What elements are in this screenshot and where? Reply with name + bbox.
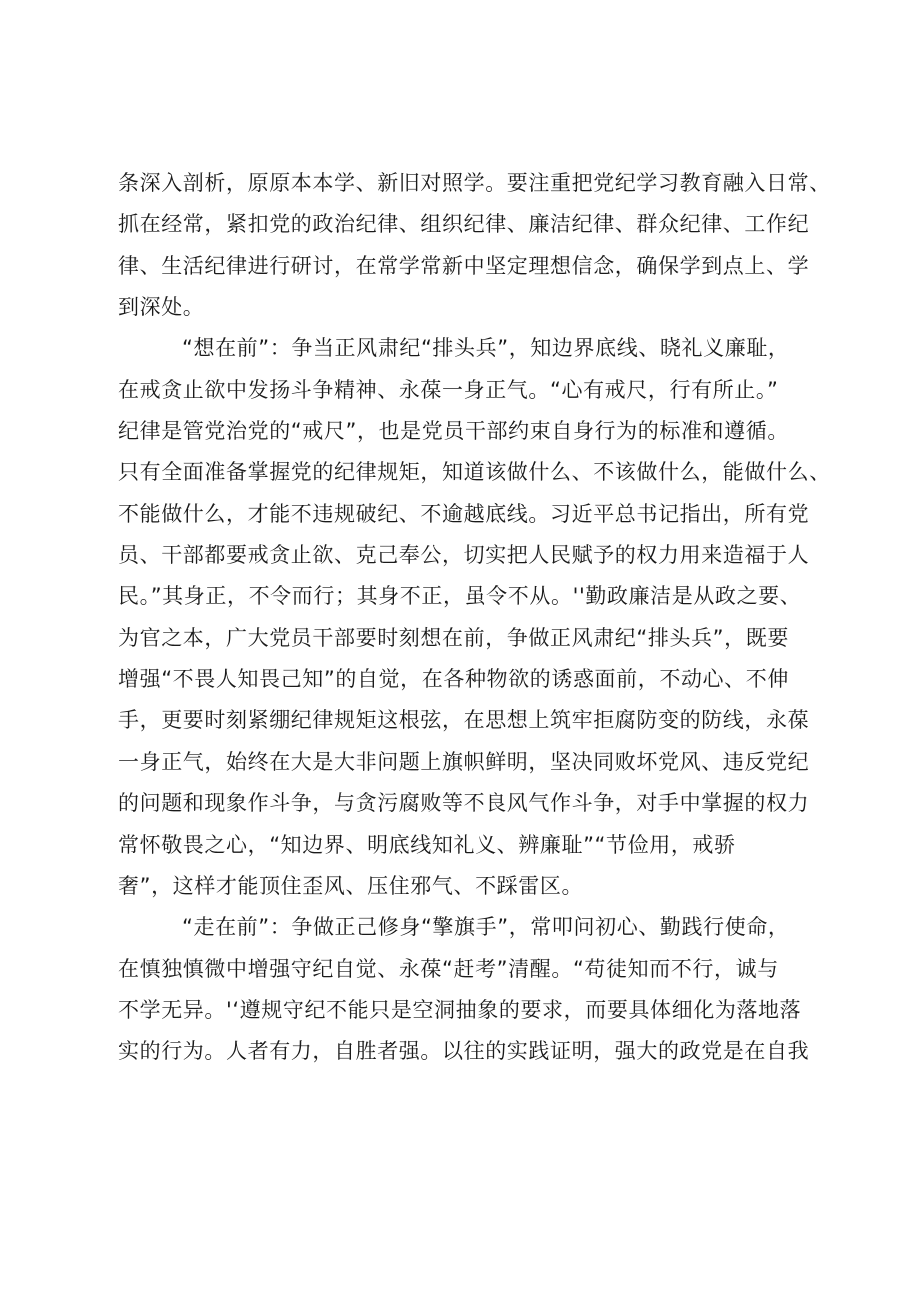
text-line: 为官之本，广大党员干部要时刻想在前，争做正风肃纪“排头兵”，既要 [118, 625, 789, 650]
text-line: 只有全面准备掌握党的纪律规矩，知道该做什么、不该做什么，能做什么、 [118, 460, 831, 485]
text-line: 实的行为。人者有力，自胜者强。以往的实践证明，强大的政党是在自我 [118, 1039, 810, 1064]
text-line: 奢”，这样才能顶住歪风、压住邪气、不踩雷区。 [118, 873, 584, 898]
body-text [118, 163, 831, 1073]
paragraph-1 [118, 163, 831, 328]
text-line: 增强“不畏人知畏己知”的自觉，在各种物欲的诱惑面前，不动心、不伸 [118, 667, 789, 692]
text-line: 在戒贪止欲中发扬斗争精神、永葆一身正气。“心有戒尺，行有所止。” [118, 377, 779, 402]
text-line: “走在前”：争做正己修身“擎旗手”，常叩问初心、勤践行使命， [182, 915, 790, 940]
text-line: 不学无异。'‘遵规守纪不能只是空洞抽象的要求，而要具体细化为落地落 [118, 997, 802, 1022]
text-line: 一身正气，始终在大是大非问题上旗帜鲜明，坚决同败坏党风、违反党纪 [118, 749, 810, 774]
text-line: “想在前”：争当正风肃纪“排头兵”，知边界底线、晓礼义廉耻， [182, 336, 790, 361]
text-line: 抓在经常，紧扣党的政治纪律、组织纪律、廉洁纪律、群众纪律、工作纪 [118, 212, 810, 237]
text-line: 在慎独慎微中增强守纪自觉、永葆“赶考”清醒。“苟徒知而不行，诚与 [118, 956, 779, 981]
text-line: 纪律是管党治党的“戒尺”，也是党员干部约束自身行为的标准和遵循。 [118, 419, 789, 444]
paragraph-2 [118, 328, 831, 907]
text-line: 民。”其身正，不令而行；其身不正，虽令不从。''勤政廉洁是从政之要、 [118, 584, 802, 609]
text-line: 到深处。 [118, 295, 205, 320]
text-line: 常怀敬畏之心，“知边界、明底线知礼义、辨廉耻”“节俭用，戒骄 [118, 832, 736, 857]
text-line: 不能做什么，才能不违规破纪、不逾越底线。习近平总书记指出，所有党 [118, 501, 810, 526]
text-line: 的问题和现象作斗争，与贪污腐败等不良风气作斗争，对手中掌握的权力 [118, 791, 810, 816]
paragraph-3 [118, 907, 812, 1072]
text-line: 员、干部都要戒贪止欲、克己奉公，切实把人民赋予的权力用来造福于人 [118, 543, 810, 568]
text-line: 条深入剖析，原原本本学、新旧对照学。要注重把党纪学习教育融入日常、 [118, 171, 831, 195]
text-line: 手，更要时刻紧绷纪律规矩这根弦，在思想上筑牢拒腐防变的防线，永葆 [118, 708, 810, 733]
text-line: 律、生活纪律进行研讨，在常学常新中坚定理想信念，确保学到点上、学 [118, 253, 810, 278]
